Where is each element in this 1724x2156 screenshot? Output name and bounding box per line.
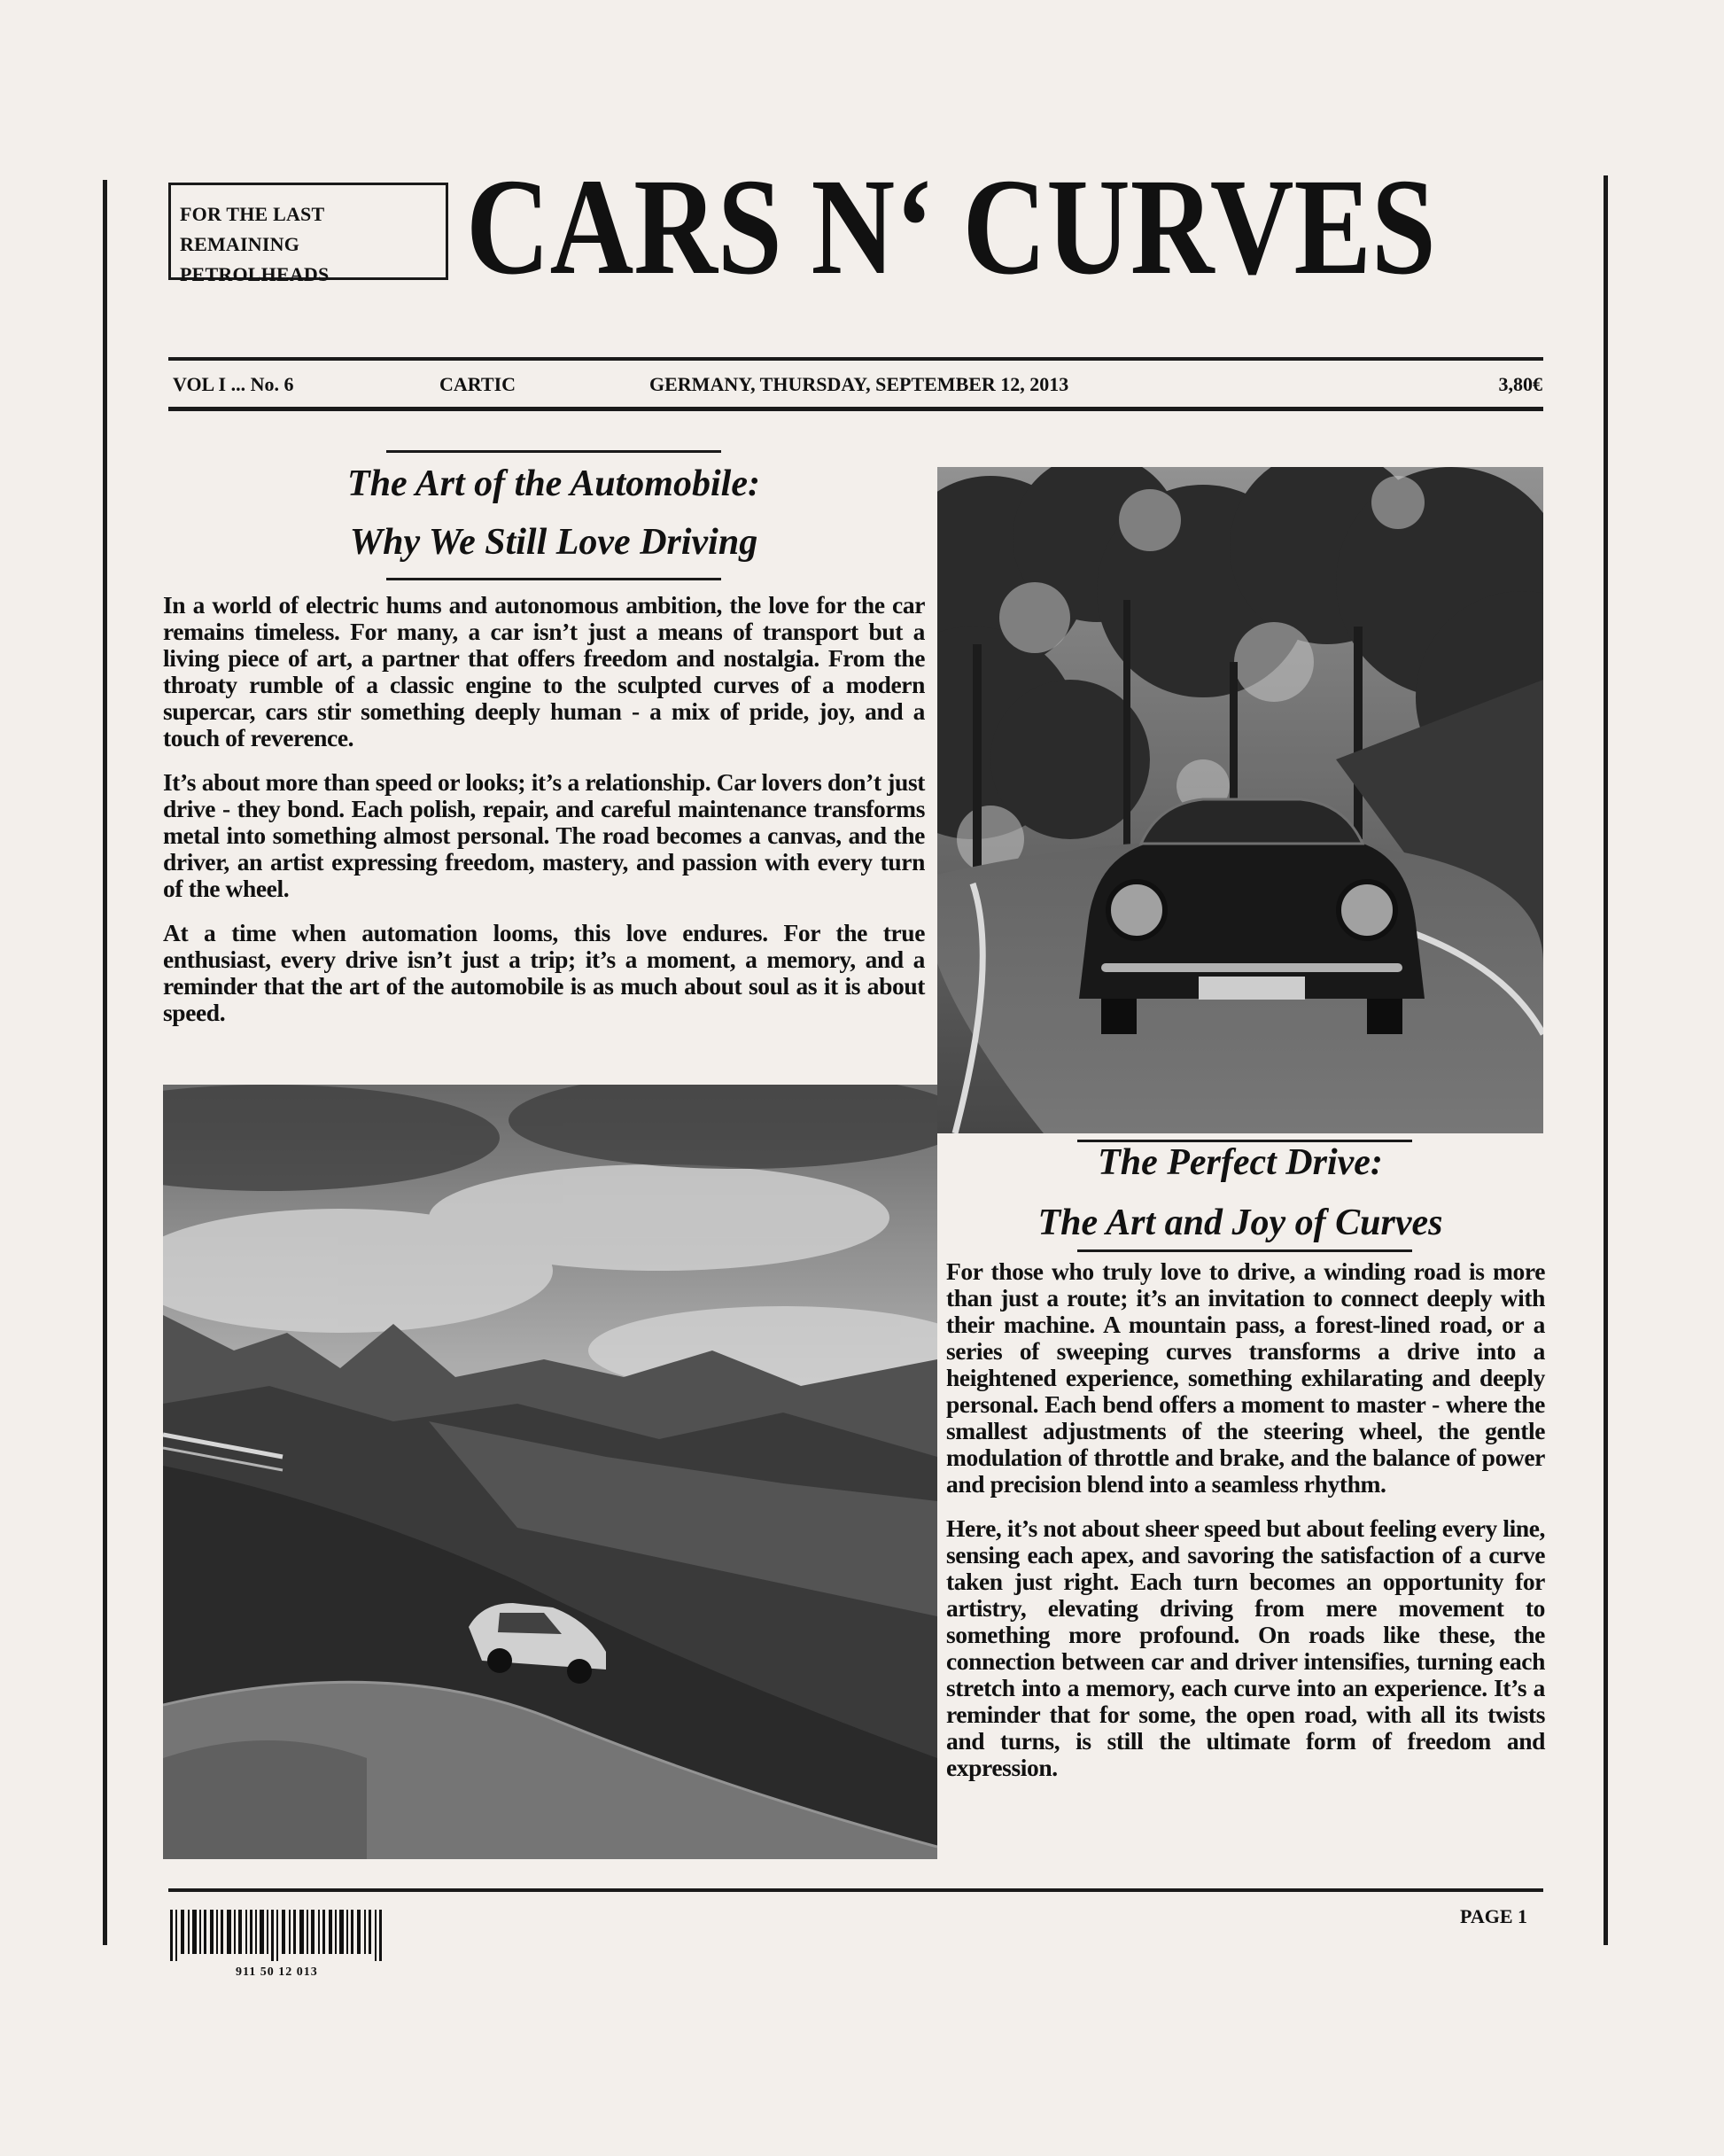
tagline-line2: REMAINING PETROLHEADS — [180, 233, 330, 285]
publisher-name: CARTIC — [439, 373, 516, 395]
volume-number: VOL I ... No. 6 — [173, 373, 294, 395]
right-frame-rule — [1604, 175, 1608, 1945]
roadster-forest-illustration — [937, 467, 1543, 1133]
masthead-title: CARS N‘ CURVES — [466, 150, 1436, 303]
roadster-forest-photo — [937, 467, 1543, 1133]
dateline: GERMANY, THURSDAY, SEPTEMBER 12, 2013 — [649, 373, 1069, 395]
barcode-bars — [170, 1910, 392, 1961]
article1-headline-line2: Why We Still Love Driving — [349, 522, 758, 563]
footer-rule — [168, 1888, 1543, 1892]
article2-body — [946, 1258, 1545, 1781]
article2-paragraph: For those who truly love to drive, a winding road is more than just a route; it’s an invitation to connect deeply with their machine. A mountain pass, a forest-lined road, or a series of sweeping curves transforms a drive into a heightened experience, something exhilarating and deeply personal. Each bend offers a moment to master - where the smallest adjustments of the steering wheel, the gentle modulation of throttle and brake, and the balance of power and precision blend into a seamless rhythm. — [946, 1257, 1545, 1498]
mountain-road-photo — [163, 1085, 937, 1859]
article1-headline-bottom-rule — [386, 578, 721, 580]
article1-body — [163, 592, 925, 1026]
tagline-line1: FOR THE LAST — [180, 203, 325, 225]
left-frame-rule — [103, 180, 107, 1945]
barcode — [170, 1910, 392, 1961]
info-bar-bottom-rule — [168, 407, 1543, 411]
mountain-road-illustration — [163, 1085, 937, 1859]
article2-headline-line2: The Art and Joy of Curves — [1037, 1203, 1443, 1243]
article1-paragraph: It’s about more than speed or looks; it’s a relationship. Car lovers don’t just drive - they bond. Each polish, repair, and careful maintenance transforms metal into something almost personal. The road becomes a canvas, and the driver, an artist expressing freedom, mastery, and passion with every turn of the wheel. — [163, 768, 925, 902]
article1-headline-line1: The Art of the Automobile: — [347, 463, 760, 504]
price: 3,80€ — [1498, 373, 1542, 395]
article2-paragraph: Here, it’s not about sheer speed but about feeling every line, sensing each apex, and savoring the satisfaction of a curve taken just right. Each turn becomes an opportunity for artistry, elevating driving from mere movement to something more profound. On roads like these, the connection between car and driver intensifies, turning each stretch into a memory, each curve into an experience. It’s a reminder that for some, the open road, with all its twists and turns, is still the ultimate form of freedom and expression. — [946, 1514, 1545, 1781]
page-number: PAGE 1 — [1460, 1905, 1527, 1927]
barcode-number: 911 50 12 013 — [236, 1965, 318, 1979]
article1-paragraph: In a world of electric hums and autonomous ambition, the love for the car remains timeless. For many, a car isn’t just a means of transport but a living piece of art, a partner that offers freedom and nostalgia. From the throaty rumble of a classic engine to the sculpted curves of a modern supercar, cars stir something deeply human - a mix of pride, joy, and a touch of reverence. — [163, 591, 925, 751]
tagline-box — [168, 183, 448, 285]
article1-paragraph: At a time when automation looms, this love endures. For the true enthusiast, every drive isn’t just a trip; it’s a moment, a memory, and a reminder that the art of the automobile is as much about soul as it is about speed. — [163, 919, 925, 1026]
article2-headline-bottom-rule — [1077, 1249, 1412, 1252]
article1-headline-top-rule — [386, 450, 721, 453]
article2-headline-line1: The Perfect Drive: — [1098, 1142, 1383, 1183]
info-bar-top-rule — [168, 357, 1543, 361]
